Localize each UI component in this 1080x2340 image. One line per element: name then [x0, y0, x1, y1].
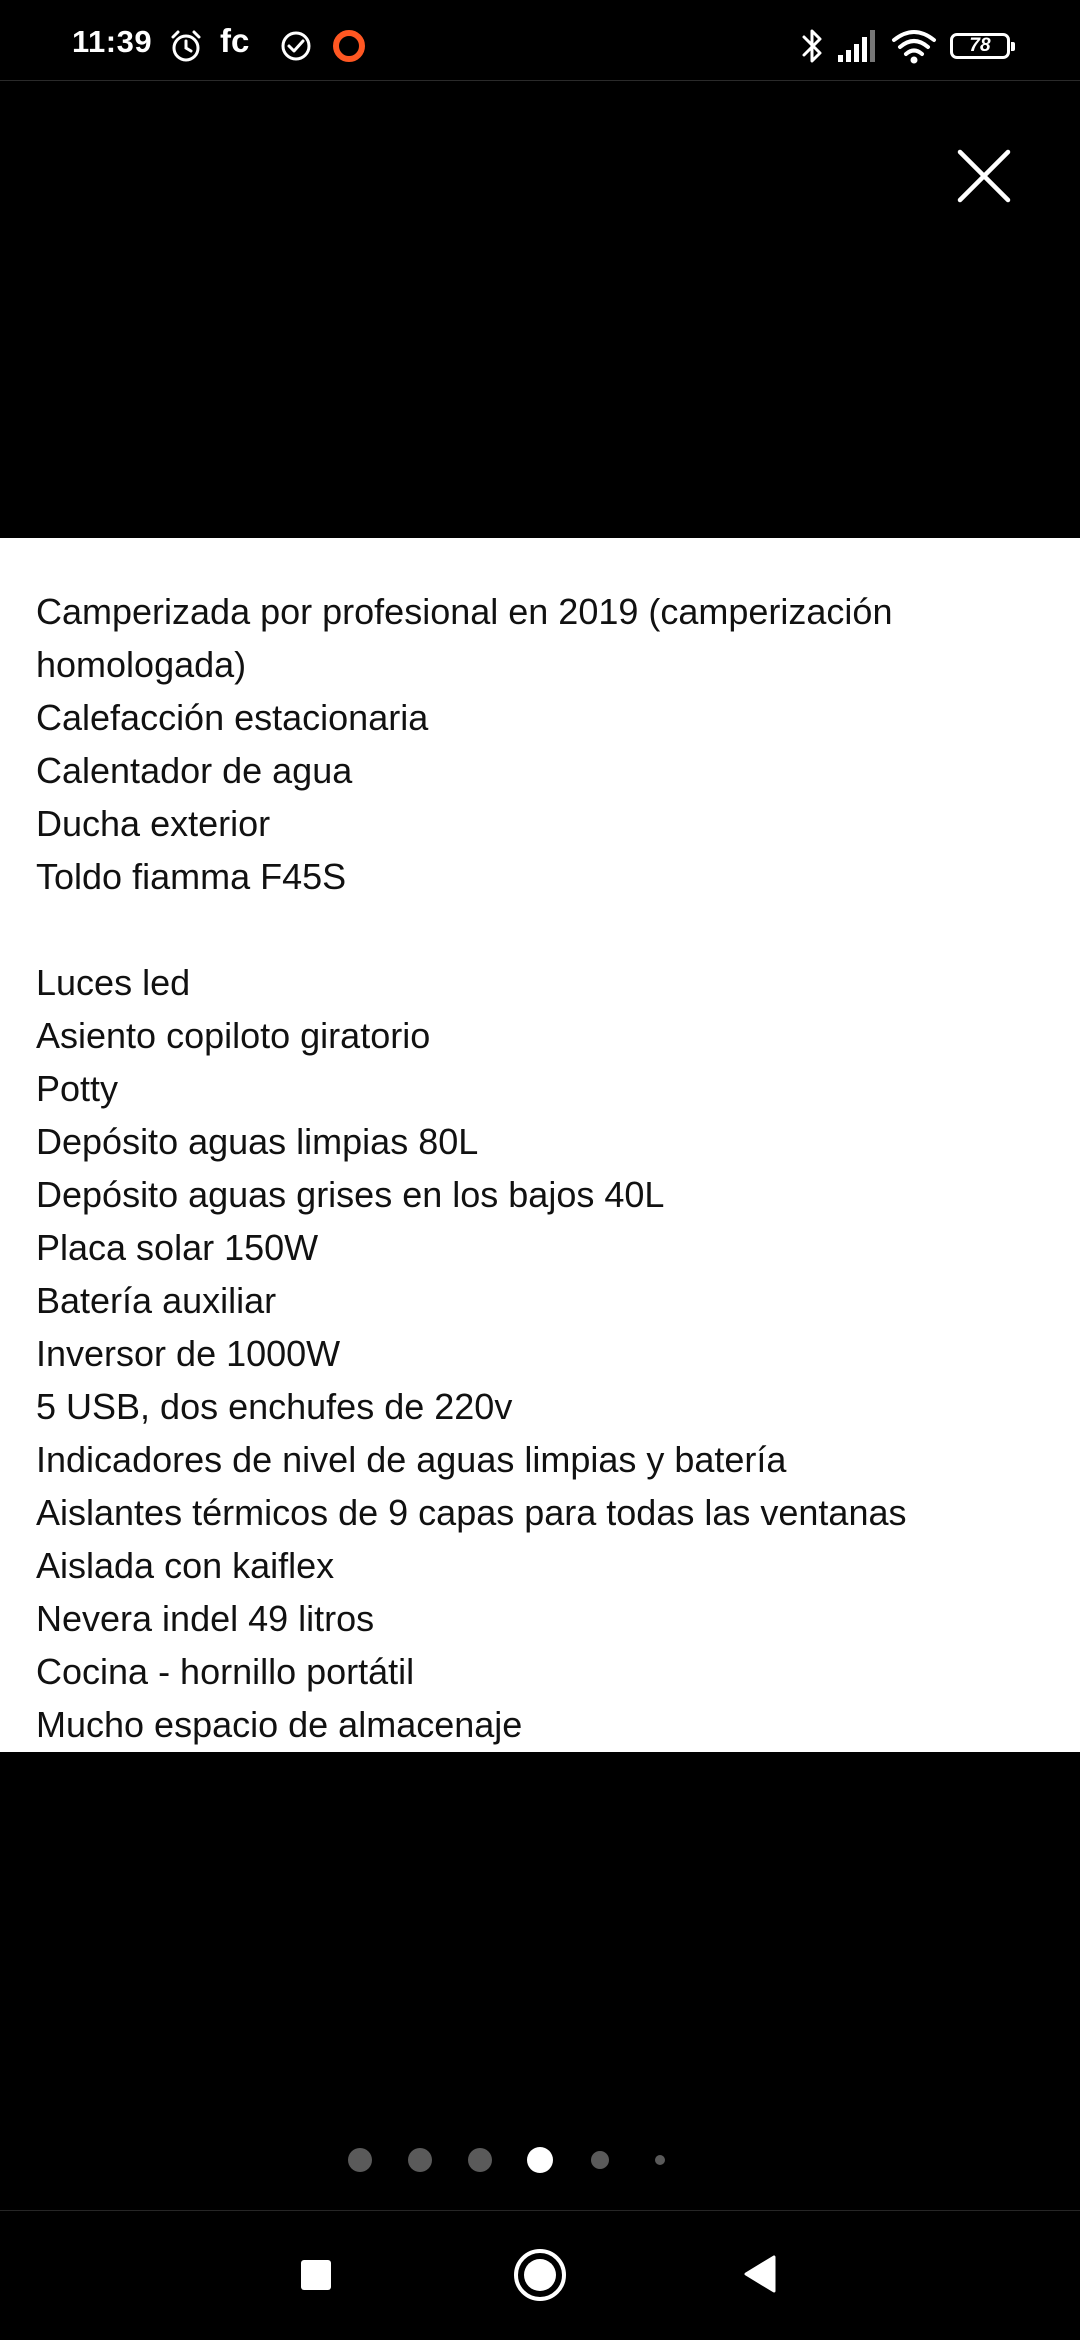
close-icon[interactable]: [950, 142, 1018, 210]
page-dot[interactable]: [591, 2151, 609, 2169]
list-item: Cocina - hornillo portátil: [36, 1651, 415, 1692]
list-item: Mucho espacio de almacenaje: [36, 1704, 523, 1745]
page-dot[interactable]: [408, 2148, 432, 2172]
page-dot-active[interactable]: [527, 2147, 553, 2173]
page-dot[interactable]: [468, 2148, 492, 2172]
list-item: Potty: [36, 1068, 119, 1109]
list-item: Nevera indel 49 litros: [36, 1598, 375, 1639]
home-button[interactable]: [512, 2247, 568, 2303]
list-item: Toldo fiamma F45S: [36, 856, 347, 897]
list-item: Aislantes térmicos de 9 capas para todas las ventanas: [36, 1492, 907, 1533]
list-item: Indicadores de nivel de aguas limpias y batería: [36, 1439, 787, 1480]
wifi-icon: [890, 26, 938, 68]
list-item: Inversor de 1000W: [36, 1333, 341, 1374]
page-indicator: [0, 2144, 1080, 2174]
list-item: homologada): [36, 644, 247, 685]
recents-button[interactable]: [298, 2257, 334, 2293]
status-time: 11:39: [72, 24, 153, 59]
battery-icon: 78: [950, 33, 1010, 59]
list-item: Batería auxiliar: [36, 1280, 277, 1321]
list-item: Aislada con kaiflex: [36, 1545, 335, 1586]
alarm-clock-icon: [168, 28, 204, 64]
list-item: Camperizada por profesional en 2019 (camperización: [36, 591, 893, 632]
list-item: Depósito aguas limpias 80L: [36, 1121, 479, 1162]
list-item: Calentador de agua: [36, 750, 353, 791]
features-list: [36, 585, 1056, 1751]
list-item: 5 USB, dos enchufes de 220v: [36, 1386, 513, 1427]
list-item: Luces led: [36, 962, 191, 1003]
image-content[interactable]: [0, 538, 1080, 1752]
signal-strength-icon: [836, 26, 878, 66]
system-navigation-bar: [0, 2210, 1080, 2340]
list-item: Asiento copiloto giratorio: [36, 1015, 431, 1056]
list-item: Placa solar 150W: [36, 1227, 319, 1268]
check-circle-icon: [278, 28, 314, 64]
list-item: Calefacción estacionaria: [36, 697, 429, 738]
app-notification-label: fc: [220, 22, 250, 59]
page-dot[interactable]: [348, 2148, 372, 2172]
list-spacer: [36, 903, 1056, 956]
recording-indicator-icon: [331, 28, 367, 64]
status-bar: [0, 0, 1080, 81]
page-dot[interactable]: [655, 2155, 665, 2165]
back-button[interactable]: [740, 2253, 780, 2295]
bluetooth-icon: [798, 26, 826, 66]
list-item: Ducha exterior: [36, 803, 271, 844]
list-item: Depósito aguas grises en los bajos 40L: [36, 1174, 665, 1215]
